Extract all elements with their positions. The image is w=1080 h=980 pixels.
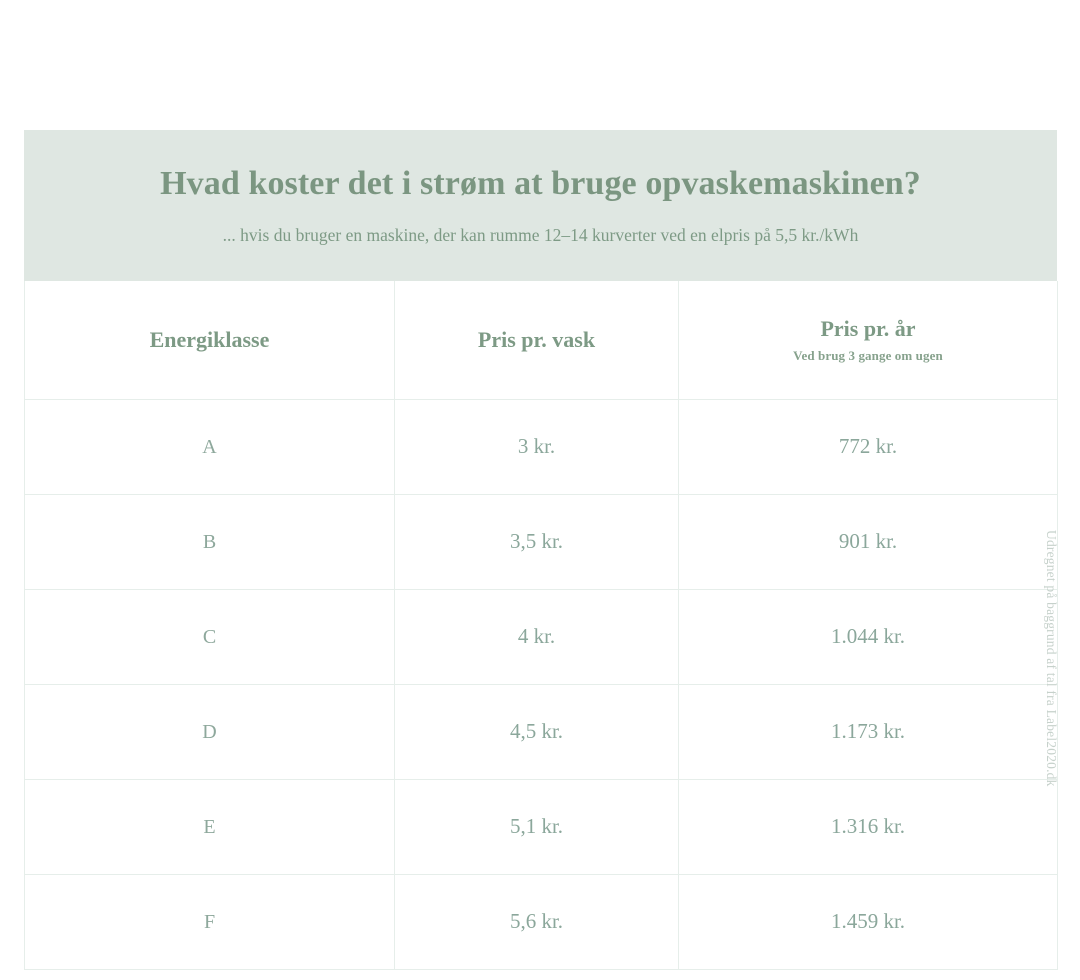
cell-pris-pr-vask: 3 kr. [395,400,679,495]
cell-pris-pr-vask: 5,6 kr. [395,875,679,970]
cell-pris-pr-vask: 4 kr. [395,590,679,685]
column-header-pris-pr-vask [395,281,679,400]
column-header-energiklasse [25,281,395,400]
cell-energiklasse: B [25,495,395,590]
table-row [25,590,1058,685]
card-header-band [24,130,1057,281]
cell-pris-pr-vask: 3,5 kr. [395,495,679,590]
cell-energiklasse: E [25,780,395,875]
cell-pris-pr-aar: 901 kr. [679,495,1058,590]
cell-energiklasse: A [25,400,395,495]
cell-pris-pr-aar: 1.044 kr. [679,590,1058,685]
table-row [25,400,1058,495]
cell-energiklasse: C [25,590,395,685]
cell-pris-pr-aar: 1.459 kr. [679,875,1058,970]
source-credit: Udregnet på baggrund af tal fra Label2020.dk [1044,530,1059,787]
cell-pris-pr-vask: 5,1 kr. [395,780,679,875]
table-header [25,281,1058,400]
table-row [25,685,1058,780]
page-subtitle: ... hvis du bruger en maskine, der kan rumme 12–14 kurverter ved en elpris på 5,5 kr./kWh [222,225,859,246]
column-header-label: Pris pr. vask [477,326,596,352]
table-row [25,495,1058,590]
cell-pris-pr-aar: 772 kr. [679,400,1058,495]
table-row [25,875,1058,970]
price-table [24,281,1058,970]
cell-energiklasse: F [25,875,395,970]
table-body [25,400,1058,970]
column-header-sublabel: Ved brug 3 gange om ugen [793,348,943,364]
cell-energiklasse: D [25,685,395,780]
table-header-row [25,281,1058,400]
table-row [25,780,1058,875]
column-header-pris-pr-aar [679,281,1058,400]
column-header-label: Pris pr. år [820,316,916,341]
column-header-label: Energiklasse [149,326,270,352]
cell-pris-pr-aar: 1.173 kr. [679,685,1058,780]
price-infographic-card [24,130,1057,970]
cell-pris-pr-aar: 1.316 kr. [679,780,1058,875]
page-title: Hvad koster det i strøm at bruge opvaskemaskinen? [160,165,921,202]
cell-pris-pr-vask: 4,5 kr. [395,685,679,780]
